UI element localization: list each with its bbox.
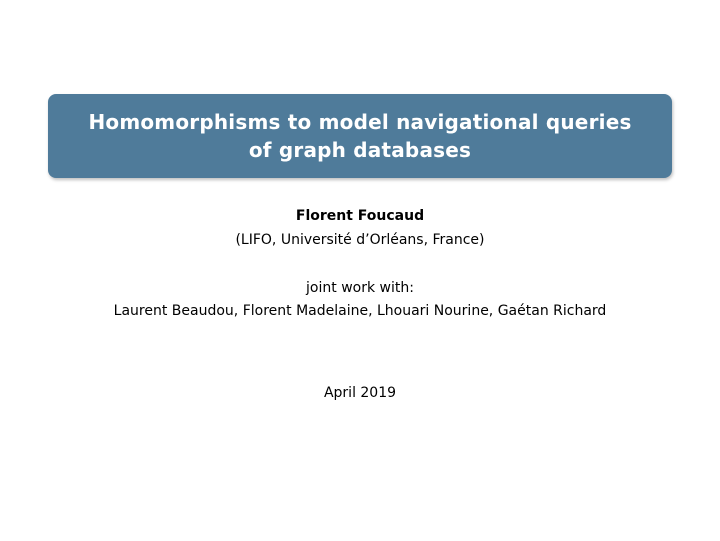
presentation-date: April 2019 [323,385,397,401]
author-affiliation: (LIFO, Université d’Orléans, France) [235,232,485,248]
presentation-title [88,108,631,164]
author-name: Florent Foucaud [295,208,425,224]
title-box [48,94,672,178]
title-line-2: of graph databases [248,138,472,162]
joint-work-label: joint work with: [306,280,414,296]
coauthor-list: Laurent Beaudou, Florent Madelaine, Lhouari Nourine, Gaétan Richard [113,303,607,319]
title-line-1: Homomorphisms to model navigational queries [88,110,632,134]
